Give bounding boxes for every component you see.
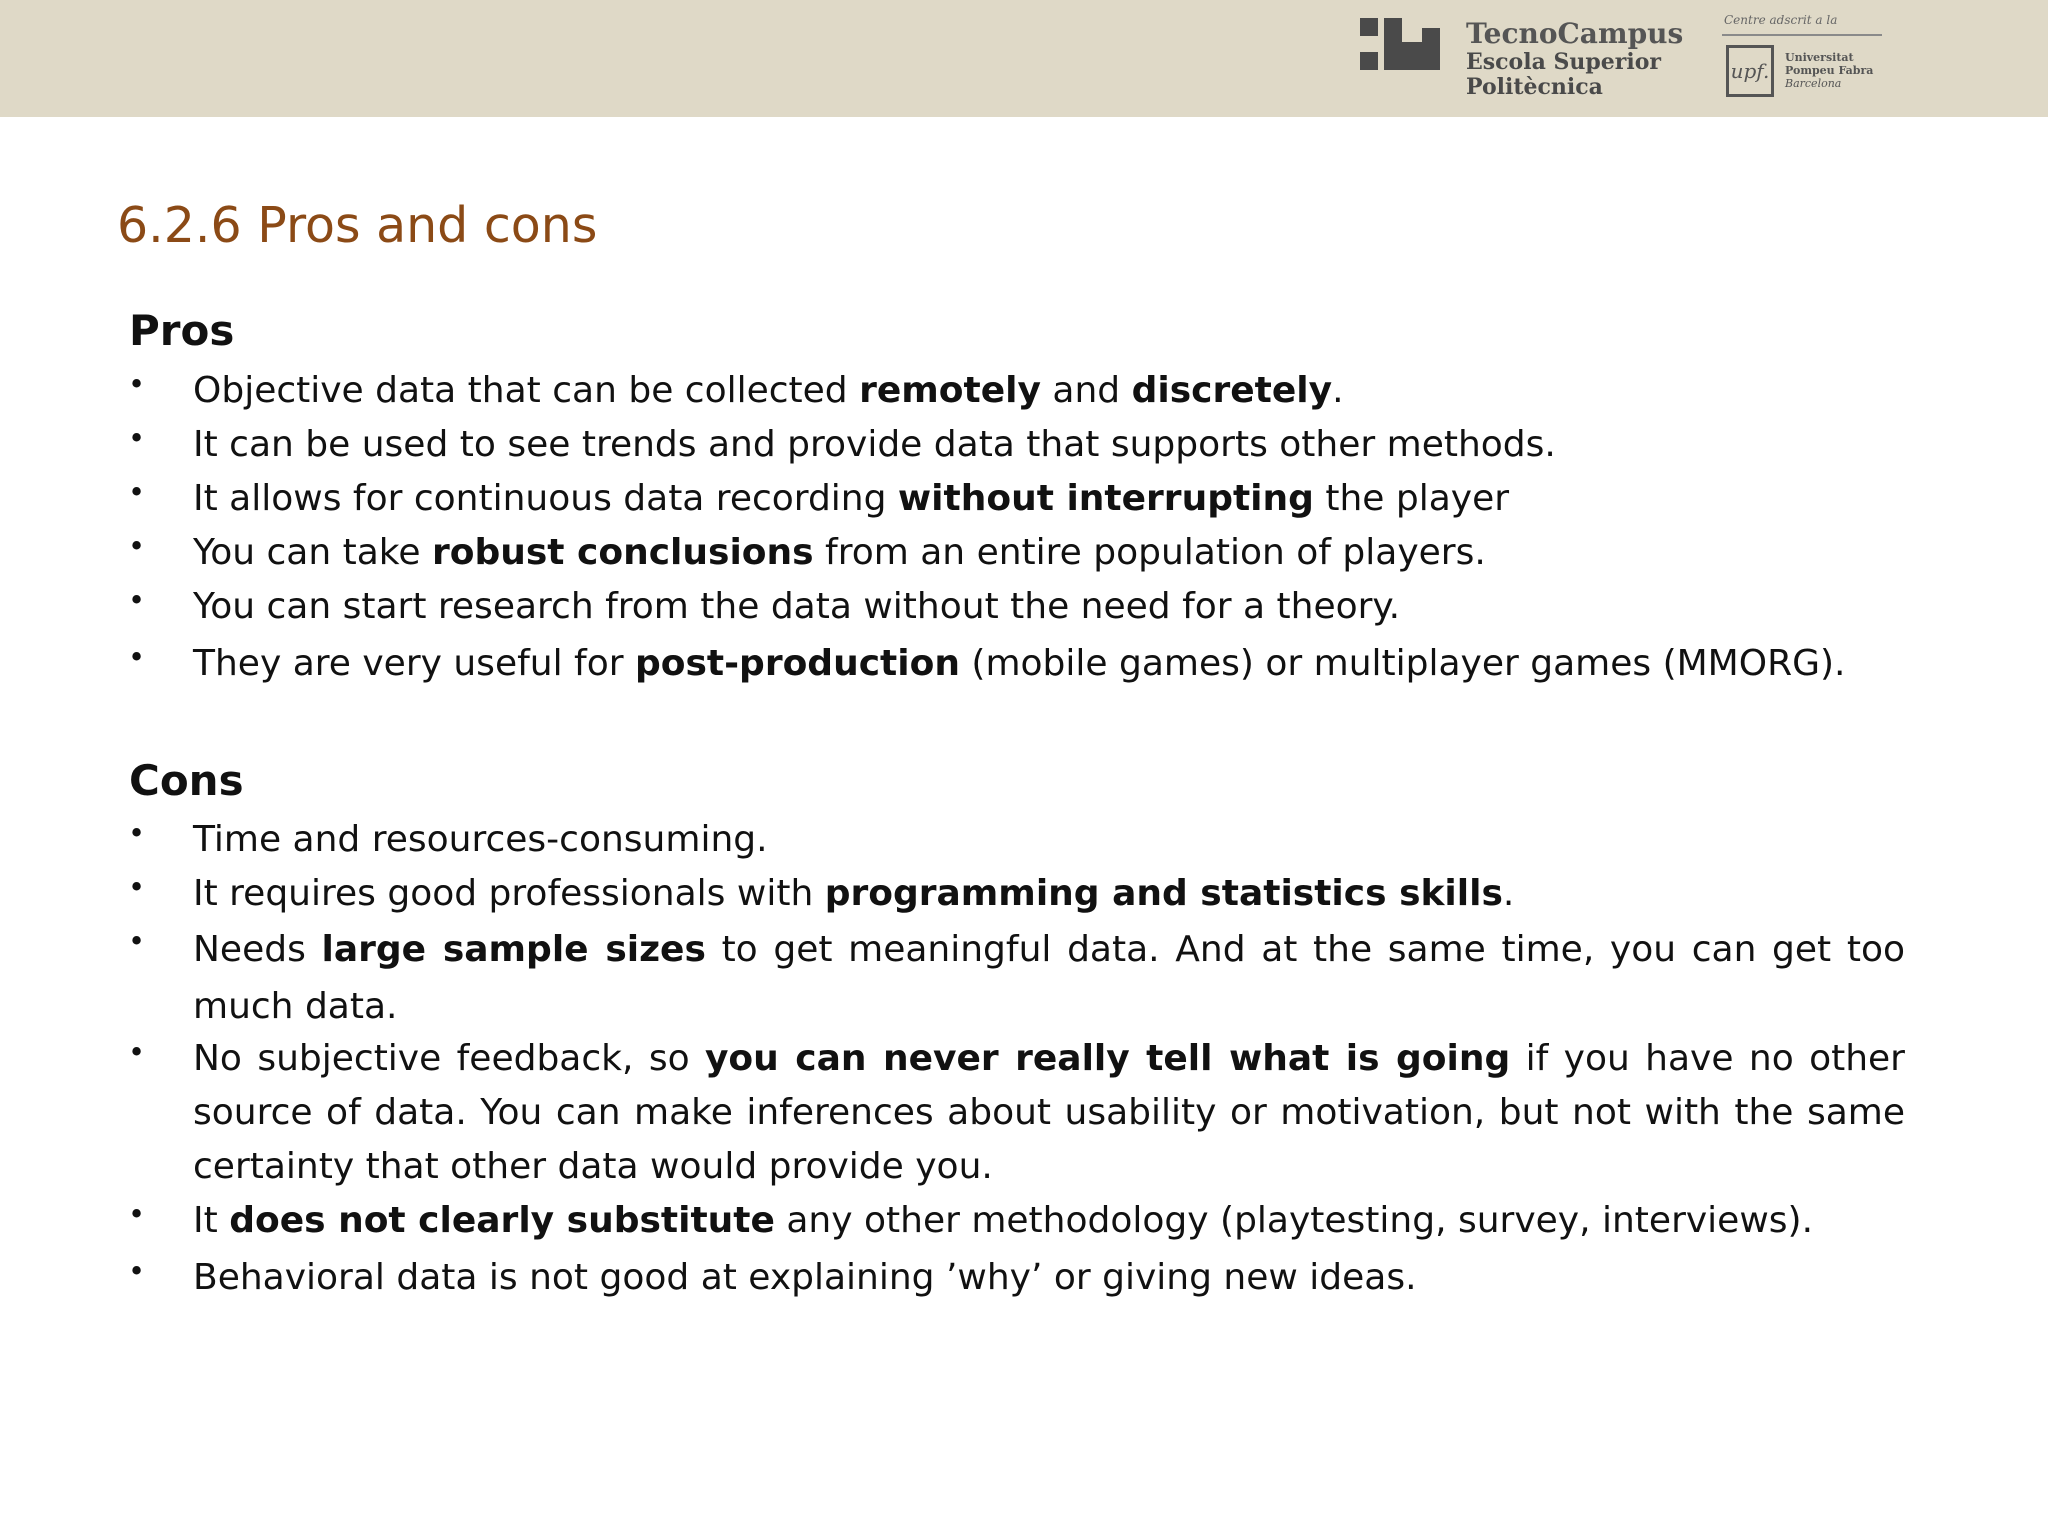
text-segment: You can start research from the data without the need for a theory. <box>193 586 1401 627</box>
pros-item-text <box>193 637 1905 691</box>
text-segment: It allows for continuous data recording <box>193 478 898 519</box>
text-segment: Behavioral data is not good at explaining ’why’ or giving new ideas. <box>193 1257 1417 1298</box>
header-band <box>0 0 2048 117</box>
bold-segment: robust conclusions <box>431 532 814 573</box>
bold-segment: post-production <box>634 643 960 684</box>
text-segment: Objective data that can be collected <box>193 370 860 411</box>
tecnocampus-school-2: Politècnica <box>1466 74 1603 100</box>
bullet-icon: • <box>128 640 146 674</box>
text-segment: Time and resources-consuming. <box>193 819 768 860</box>
cons-item-text <box>193 813 1905 867</box>
text-segment: any other methodology (playtesting, survey, interviews). <box>774 1200 1814 1241</box>
text-segment: . <box>1332 370 1344 411</box>
text-segment: It <box>193 1200 230 1241</box>
upf-caption: Centre adscrit a la <box>1724 13 1838 27</box>
bullet-icon: • <box>128 870 146 904</box>
bullet-icon: • <box>128 421 146 455</box>
cons-item-text <box>193 921 1905 1035</box>
tecnocampus-school: Escola Superior <box>1466 49 1661 75</box>
text-segment: if you have no other source of data. You can make inferences about usability or motivation, but not with the same certainty that other data would provide you. <box>193 1038 1905 1187</box>
text-segment: to get meaningful data. And at the same time, you can get too much data. <box>193 929 1906 1027</box>
upf-name-line2: Pompeu Fabra <box>1785 64 1874 77</box>
bold-segment: remotely <box>859 370 1041 411</box>
text-segment: . <box>1502 873 1515 914</box>
upf-logo <box>1722 13 1882 103</box>
upf-name-line3: Barcelona <box>1785 77 1842 90</box>
cons-item-text <box>193 1194 1905 1248</box>
cons-item-text <box>193 1032 1905 1194</box>
pros-item-text <box>193 418 1905 472</box>
tecnocampus-name: TecnoCampus <box>1466 17 1684 50</box>
bold-segment: programming and statistics skills <box>824 873 1503 914</box>
upf-name <box>1785 51 1873 90</box>
bullet-icon: • <box>128 816 146 850</box>
upf-rule <box>1722 34 1882 36</box>
pros-item-text <box>193 580 1905 634</box>
upf-badge-icon: upf. <box>1726 45 1774 97</box>
bold-segment: large sample sizes <box>321 929 706 970</box>
bold-segment: you can never really tell what is going <box>704 1038 1511 1079</box>
bullet-icon: • <box>128 924 146 958</box>
bullet-icon: • <box>128 475 146 509</box>
tecnocampus-wordmark <box>1466 18 1683 100</box>
text-segment: No subjective feedback, so <box>193 1038 705 1079</box>
bullet-icon: • <box>128 1254 146 1288</box>
text-segment: It can be used to see trends and provide data that supports other methods. <box>193 424 1556 465</box>
bullet-icon: • <box>128 367 146 401</box>
text-segment: (mobile games) or multiplayer games (MMORG). <box>959 643 1846 684</box>
bold-segment: without interrupting <box>897 478 1314 519</box>
pros-heading: Pros <box>129 306 235 355</box>
text-segment: and <box>1040 370 1132 411</box>
pros-item-text <box>193 364 1905 418</box>
text-segment: Needs <box>193 929 322 970</box>
pros-item-text <box>193 472 1905 526</box>
bullet-icon: • <box>128 1035 146 1069</box>
bold-segment: does not clearly substitute <box>229 1200 775 1241</box>
bold-segment: discretely <box>1131 370 1333 411</box>
text-segment: You can take <box>193 532 432 573</box>
text-segment: from an entire population of players. <box>813 532 1486 573</box>
cons-heading: Cons <box>129 756 244 805</box>
bullet-icon: • <box>128 529 146 563</box>
upf-name-line1: Universitat <box>1785 51 1854 64</box>
bullet-icon: • <box>128 1197 146 1231</box>
text-segment: It requires good professionals with <box>193 873 825 914</box>
text-segment: They are very useful for <box>193 643 635 684</box>
bullet-icon: • <box>128 583 146 617</box>
cons-item-text <box>193 1251 1905 1305</box>
cons-item-text <box>193 867 1905 921</box>
slide-title: 6.2.6 Pros and cons <box>117 197 598 254</box>
text-segment: the player <box>1313 478 1510 519</box>
tecnocampus-logo-icon <box>1360 18 1448 76</box>
pros-item-text <box>193 526 1905 580</box>
